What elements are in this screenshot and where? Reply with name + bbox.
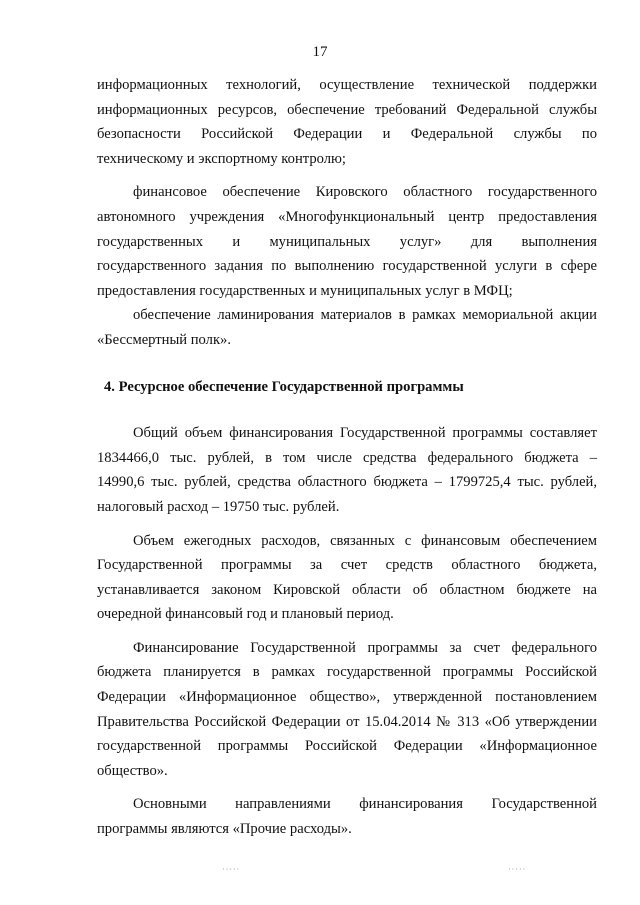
paragraph-mfc-financing	[97, 180, 597, 303]
text-line: Государственной программы за счет средств областного бюджета,	[97, 557, 597, 574]
text-line: государственного задания по выполнению государственной услуги в сфере	[97, 258, 597, 275]
text-line: налоговый расход – 19750 тыс. рублей.	[97, 498, 340, 515]
text-line: информационных ресурсов, обеспечение требований Федеральной службы	[97, 101, 597, 118]
scan-mark: ·····	[508, 865, 527, 874]
scan-mark: ·····	[222, 865, 241, 874]
text-line: очередной финансовый год и плановый период.	[97, 606, 394, 623]
text-line: Правительства Российской Федерации от 15.04.2014 № 313 «Об утверждении	[97, 713, 597, 730]
section-heading	[97, 375, 597, 400]
text-line: Основными направлениями финансирования Государственной	[133, 796, 597, 813]
text-line: государственной программы Российской Федерации «Информационное	[97, 738, 597, 755]
paragraph-annual-expenses	[97, 529, 597, 627]
text-line: информационных технологий, осуществление технической поддержки	[97, 77, 597, 93]
text-line: программы являются «Прочие расходы».	[97, 821, 352, 838]
text-line: автономного учреждения «Многофункциональный центр предоставления	[97, 208, 597, 225]
text-line: Финансирование Государственной программы за счет федерального	[133, 639, 597, 656]
page-number: 17	[312, 44, 328, 60]
text-line: устанавливается законом Кировской области об областном бюджете на	[97, 581, 597, 598]
text-line: 14990,6 тыс. рублей, средства областного бюджета – 1799725,4 тыс. рублей,	[97, 474, 597, 491]
text-line: обеспечение ламинирования материалов в рамках мемориальной акции	[133, 307, 597, 324]
paragraph-lamination	[97, 303, 597, 352]
text-line: «Бессмертный полк».	[97, 331, 231, 348]
text-line: предоставления государственных и муниципальных услуг в МФЦ;	[97, 282, 513, 299]
text-line: бюджета планируется в рамках государственной программы Российской	[97, 664, 597, 681]
text-line: Федерации «Информационное общество», утвержденной постановлением	[97, 689, 597, 706]
text-line: техническому и экспортному контролю;	[97, 150, 346, 167]
text-line: финансовое обеспечение Кировского областного государственного	[133, 184, 597, 201]
section-heading-text: 4. Ресурсное обеспечение Государственной программы	[104, 378, 464, 395]
text-line: 1834466,0 тыс. рублей, в том числе средства федерального бюджета –	[97, 449, 597, 466]
paragraph-federal-financing	[97, 636, 597, 784]
text-line: безопасности Российской Федерации и Федеральной службы по	[97, 126, 597, 143]
paragraph-main-directions	[97, 792, 597, 841]
text-line: Общий объем финансирования Государственной программы составляет	[133, 425, 597, 442]
paragraph-it-support	[97, 73, 597, 171]
text-line: Объем ежегодных расходов, связанных с финансовым обеспечением	[133, 532, 597, 549]
paragraph-total-financing	[97, 421, 597, 519]
text-line: общество».	[97, 762, 168, 779]
document-body	[97, 73, 597, 842]
text-line: государственных и муниципальных услуг» для выполнения	[97, 233, 597, 250]
